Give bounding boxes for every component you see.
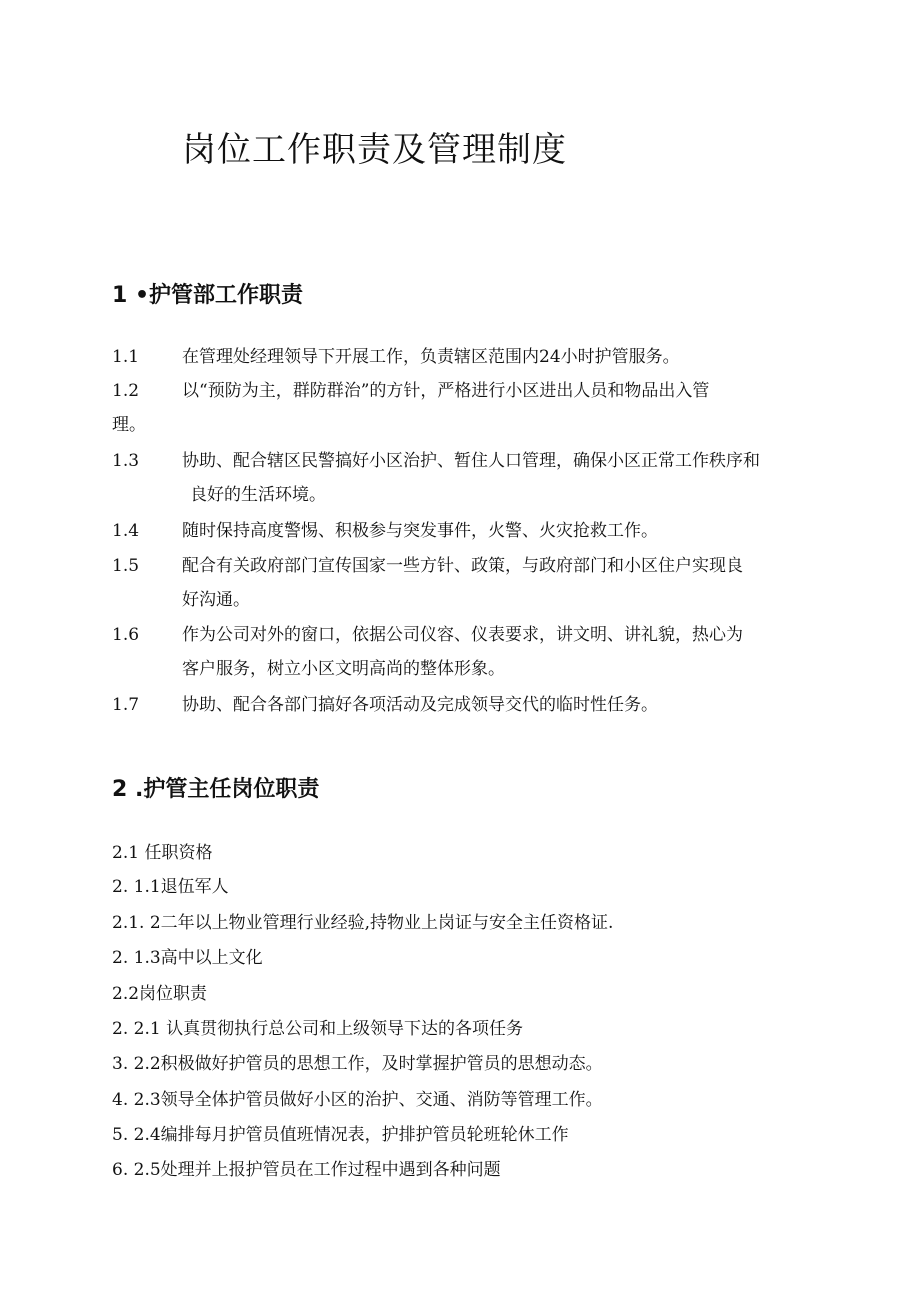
item-continuation: 客户服务，树立小区文明高尚的整体形象。 — [182, 659, 505, 679]
section-2-line: 2. 1.3高中以上文化 — [112, 948, 263, 968]
item-text: 协助、配合各部门搞好各项活动及完成领导交代的临时性任务。 — [182, 695, 658, 715]
section-2-line: 3. 2.2积极做好护管员的思想工作，及时掌握护管员的思想动态。 — [112, 1054, 603, 1074]
section-2-line: 2.1 任职资格 — [112, 843, 213, 863]
duty-item-1-2 — [112, 374, 709, 408]
duty-item-1-5 — [112, 549, 743, 583]
document-title: 岗位工作职责及管理制度 — [182, 130, 567, 170]
item-text: 协助、配合辖区民警搞好小区治护、暂住人口管理，确保小区正常工作秩序和 — [182, 451, 760, 471]
section-1-heading: 1 •护管部工作职责 — [112, 283, 304, 308]
item-continuation: 良好的生活环境。 — [190, 485, 326, 505]
item-number: 1.3 — [112, 451, 140, 471]
item-continuation: 好沟通。 — [182, 590, 250, 610]
item-continuation: 理。 — [112, 415, 146, 435]
item-text: 以“预防为主，群防群治”的方针，严格进行小区进出人员和物品出入管 — [182, 381, 710, 401]
item-text: 在管理处经理领导下开展工作，负责辖区范围内24小时护管服务。 — [182, 347, 680, 367]
duty-item-1-7 — [112, 688, 658, 722]
item-number: 1.6 — [112, 625, 140, 645]
section-2-heading: 2 .护管主任岗位职责 — [112, 777, 320, 802]
item-number: 1.1 — [112, 347, 140, 367]
item-number: 1.7 — [112, 695, 140, 715]
duty-item-1-6 — [112, 618, 743, 652]
duty-item-1-1 — [112, 340, 680, 374]
section-2-line: 4. 2.3领导全体护管员做好小区的治护、交通、消防等管理工作。 — [112, 1090, 603, 1110]
item-number: 1.2 — [112, 381, 140, 401]
duty-item-1-3 — [112, 444, 760, 478]
item-text: 作为公司对外的窗口，依据公司仪容、仪表要求，讲文明、讲礼貌，热心为 — [182, 625, 743, 645]
item-number: 1.5 — [112, 556, 140, 576]
item-number: 1.4 — [112, 521, 140, 541]
duty-item-1-4 — [112, 514, 658, 548]
section-2-line: 2.1. 2二年以上物业管理行业经验,持物业上岗证与安全主任资格证. — [112, 913, 614, 933]
item-text: 随时保持高度警惕、积极参与突发事件，火警、火灾抢救工作。 — [182, 521, 658, 541]
section-2-line: 2.2岗位职责 — [112, 984, 208, 1004]
item-text: 配合有关政府部门宣传国家一些方针、政策，与政府部门和小区住户实现良 — [182, 556, 743, 576]
section-2-line: 5. 2.4编排每月护管员值班情况表，护排护管员轮班轮休工作 — [112, 1125, 569, 1145]
section-2-line: 6. 2.5处理并上报护管员在工作过程中遇到各种问题 — [112, 1160, 501, 1180]
section-2-line: 2. 2.1 认真贯彻执行总公司和上级领导下达的各项任务 — [112, 1019, 524, 1039]
section-2-line: 2. 1.1退伍军人 — [112, 877, 229, 897]
